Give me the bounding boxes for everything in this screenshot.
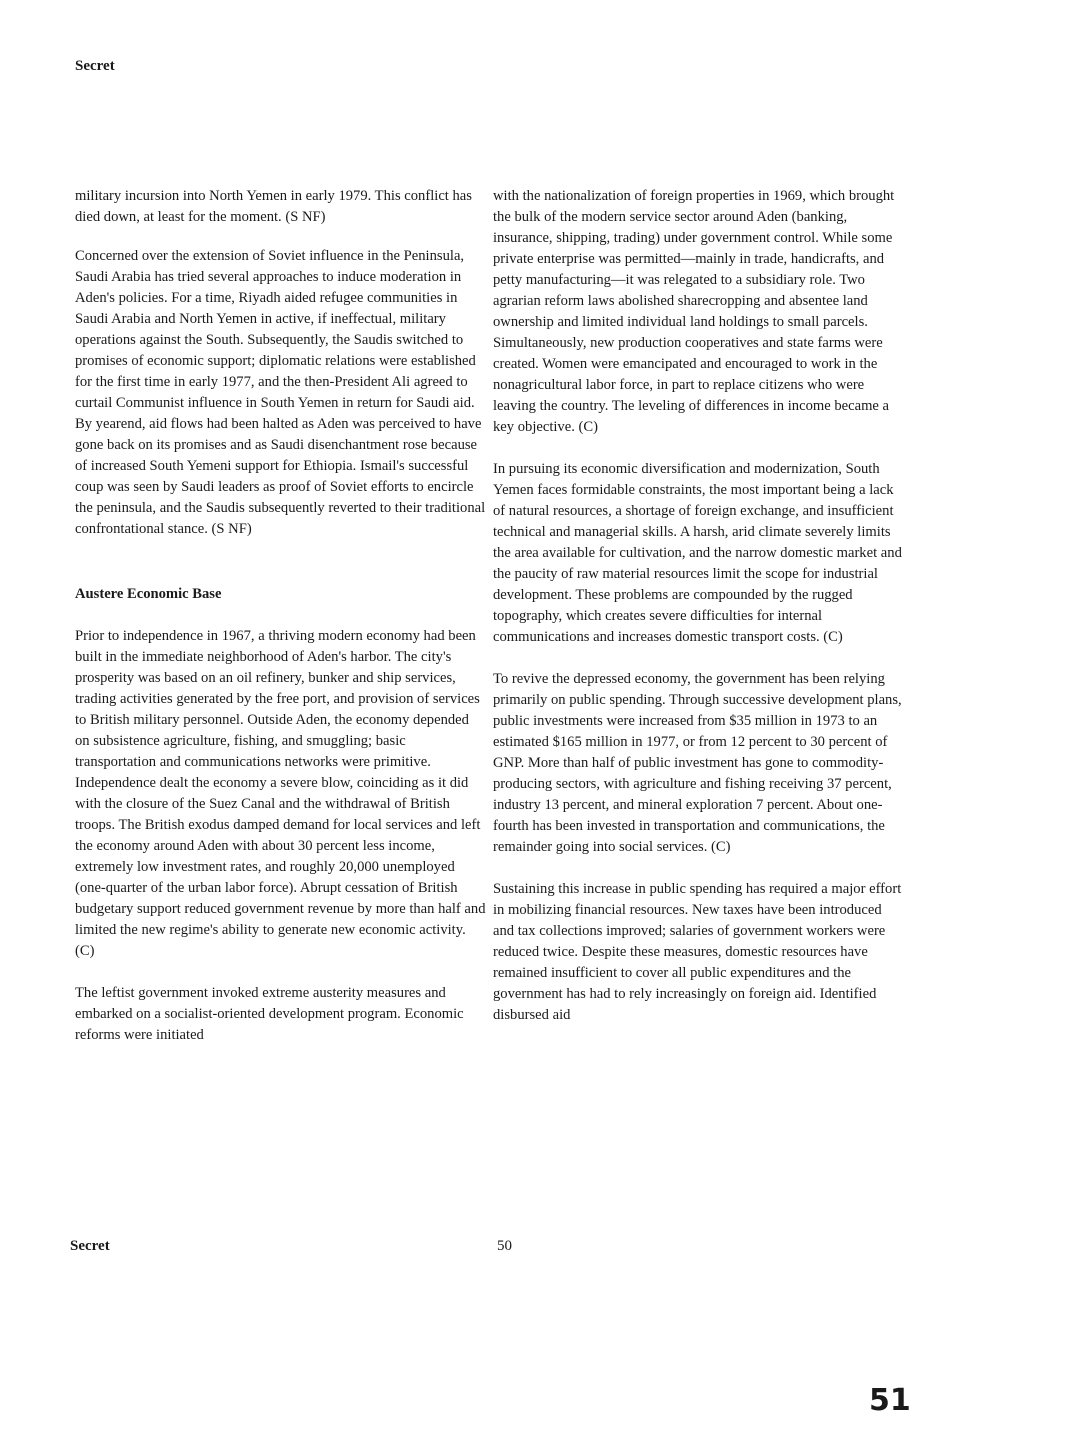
section-heading: Austere Economic Base <box>75 586 222 602</box>
paragraph-saudi-approaches: Concerned over the extension of Soviet influence in the Peninsula, Saudi Arabia has tried several approaches to induce moderation in Aden's policies. For a time, Riyadh aided refugee communities in Saudi Arabia and North Yemen in active, if ineffectual, military operations against the South. Subsequently, the Saudis switched to promises of economic support; diplomatic relations were established for the first time in early 1977, and the then-President Ali agreed to curtail Communist influence in South Yemen in return for Saudi aid. By yearend, aid flows had been halted as Aden was perceived to have gone back on its promises and as Saudi disenchantment rose because of increased South Yemeni support for Ethiopia. Ismail's successful coup was seen by Saudi leaders as proof of Soviet efforts to encircle the peninsula, and the Saudis subsequently reverted to their traditional confrontational stance. (S NF) <box>75 248 486 537</box>
paragraph-public-spending: To revive the depressed economy, the government has been relying primarily on public spending. Through successive development plans, public investments were increased from $35 million in 1973 to an estimated $165 million in 1977, or from 12 percent to 30 percent of GNP. More than half of public investment has gone to commodity-producing sectors, with agriculture and fishing receiving 37 percent, industry 13 percent, and mineral exploration 7 percent. About one-fourth has been invested in transportation and communications, the remainder going into social services. (C) <box>493 671 902 855</box>
paragraph-financial-resources: Sustaining this increase in public spending has required a major effort in mobilizing financial resources. New taxes have been introduced and tax collections improved; salaries of government workers were reduced twice. Despite these measures, domestic resources have remained insufficient to cover all public expenditures and the government has had to rely increasingly on foreign aid. Identified disbursed aid <box>493 881 902 1023</box>
right-column <box>493 186 905 1047</box>
classification-header: Secret <box>75 58 115 74</box>
folio-number: 51 <box>869 1383 911 1418</box>
left-column <box>75 186 487 1067</box>
paragraph-economic-constraints: In pursuing its economic diversification and modernization, South Yemen faces formidable constraints, the most important being a lack of natural resources, a shortage of foreign exchange, and insufficient technical and managerial skills. A harsh, arid climate severely limits the area available for cultivation, and the narrow domestic market and the paucity of raw material resources limit the scope for industrial development. These problems are compounded by the rugged topography, which creates severe difficulties for internal communications and increases domestic transport costs. (C) <box>493 461 902 645</box>
paragraph-prior-to-independence: Prior to independence in 1967, a thriving modern economy had been built in the immediate neighborhood of Aden's harbor. The city's prosperity was based on an oil refinery, bunker and ship services, trading activities generated by the free port, and provision of services to British military personnel. Outside Aden, the economy depended on subsistence agriculture, fishing, and smuggling; basic transportation and communications networks were primitive. Independence dealt the economy a severe blow, coinciding as it did with the closure of the Suez Canal and the withdrawal of British troops. The British exodus damped demand for local services and left the economy around Aden with about 30 percent less income, extremely low investment rates, and roughly 20,000 unemployed (one-quarter of the urban labor force). Abrupt cessation of British budgetary support reduced government revenue by more than half and limited the new regime's ability to generate new economic activity. (C) <box>75 628 486 959</box>
paragraph-nationalization: with the nationalization of foreign properties in 1969, which brought the bulk of the modern service sector around Aden (banking, insurance, shipping, trading) under government control. While some private enterprise was permitted—mainly in trade, handicrafts, and petty manufacturing—it was relegated to a subsidiary role. Two agrarian reform laws abolished sharecropping and absentee land ownership and limited individual land holdings to small parcels. Simultaneously, new production cooperatives and state farms were created. Women were emancipated and encouraged to work in the nonagricultural labor force, in part to replace citizens who were leaving the country. The leveling of differences in income became a key objective. (C) <box>493 188 895 435</box>
paragraph-leftist-government: The leftist government invoked extreme austerity measures and embarked on a socialist-oriented development program. Economic reforms were initiated <box>75 985 464 1043</box>
page-number: 50 <box>497 1238 512 1254</box>
classification-footer: Secret <box>70 1238 110 1254</box>
paragraph-military-incursion: military incursion into North Yemen in early 1979. This conflict has died down, at least for the moment. (S NF) <box>75 188 472 225</box>
